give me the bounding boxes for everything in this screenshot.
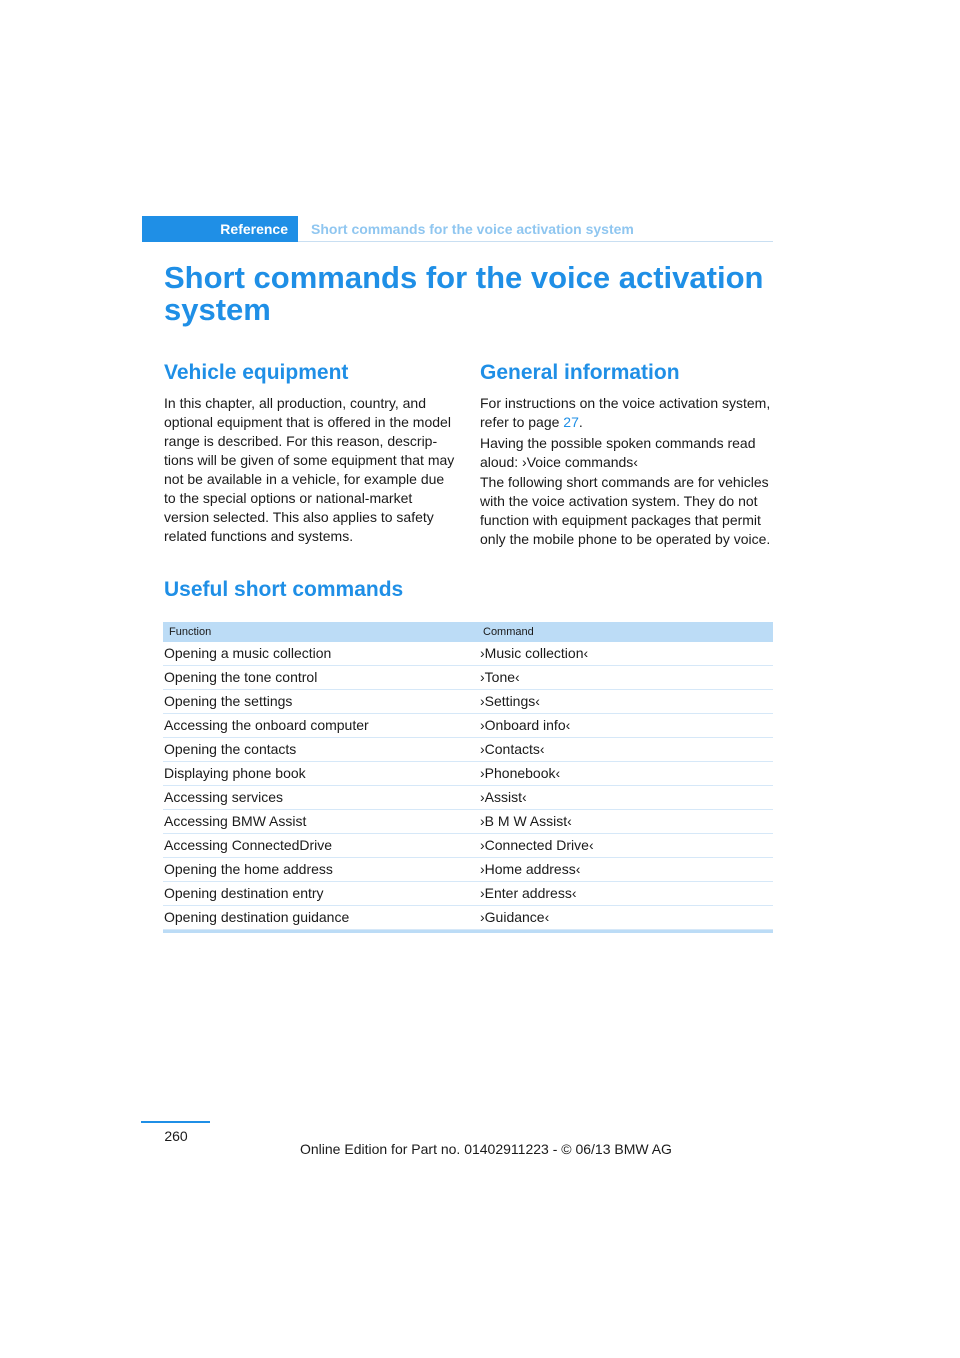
command-cell: ›Assist‹ — [480, 789, 527, 805]
table-row — [163, 690, 773, 714]
general-information-para-1 — [480, 394, 775, 432]
section-tab: Reference — [142, 216, 298, 242]
vehicle-equipment-text: In this chapter, all production, country, and optional equipment that is offered in the model range is described. For this reason, descrip-tions will be given of some equipment that may not be available in a vehicle, for example due to the special options or national-market version selected. This also applies to safety related functions and systems. — [164, 395, 455, 544]
para-text-end: . — [578, 414, 583, 430]
function-cell: Opening destination entry — [164, 885, 324, 901]
table-row — [163, 738, 773, 762]
function-cell: Opening a music collection — [164, 645, 332, 661]
table-row — [163, 762, 773, 786]
vehicle-equipment-heading: Vehicle equipment — [164, 361, 349, 384]
command-cell: ›Phonebook‹ — [480, 765, 561, 781]
function-cell: Accessing services — [164, 789, 284, 805]
function-cell: Opening the tone control — [164, 669, 318, 685]
page-number: 260 — [164, 1128, 188, 1144]
function-cell: Accessing BMW Assist — [164, 813, 307, 829]
general-information-heading: General information — [480, 361, 680, 384]
function-cell: Opening the settings — [164, 693, 293, 709]
command-cell: ›Music collection‹ — [480, 645, 589, 661]
command-cell: ›Contacts‹ — [480, 741, 545, 757]
footer-edition-note: Online Edition for Part no. 01402911223 - © 06/13 BMW AG — [300, 1141, 672, 1157]
function-cell: Accessing ConnectedDrive — [164, 837, 333, 853]
command-cell: ›Enter address‹ — [480, 885, 577, 901]
page-number-rule — [141, 1121, 210, 1123]
command-cell: ›Guidance‹ — [480, 909, 550, 925]
useful-commands-heading: Useful short commands — [164, 578, 404, 601]
function-cell: Accessing the onboard computer — [164, 717, 369, 733]
table-row — [163, 882, 773, 906]
header-divider — [298, 241, 773, 242]
commands-table — [163, 622, 773, 933]
column-function-header: Function — [169, 626, 212, 638]
table-header — [163, 622, 773, 642]
function-cell: Opening the contacts — [164, 741, 297, 757]
table-row — [163, 786, 773, 810]
command-cell: ›Onboard info‹ — [480, 717, 571, 733]
command-cell: ›Tone‹ — [480, 669, 520, 685]
general-information-para-3: The following short commands are for vehicles with the voice activation system. They do not function with equipment packages that permit only the mobile phone to be operated by voice. — [480, 474, 771, 547]
table-row — [163, 858, 773, 882]
function-cell: Displaying phone book — [164, 765, 306, 781]
running-header-title: Short commands for the voice activation system — [311, 221, 634, 237]
command-cell: ›Connected Drive‹ — [480, 837, 594, 853]
command-cell: ›Settings‹ — [480, 693, 540, 709]
table-row — [163, 714, 773, 738]
general-information-para-2: Having the possible spoken commands read aloud: ›Voice commands‹ — [480, 435, 756, 470]
table-row — [163, 666, 773, 690]
running-header — [142, 216, 773, 242]
function-cell: Opening destination guidance — [164, 909, 350, 925]
page-link[interactable]: 27 — [563, 414, 579, 430]
table-row — [163, 810, 773, 834]
command-cell: ›Home address‹ — [480, 861, 581, 877]
column-command-header: Command — [483, 626, 534, 638]
table-row — [163, 642, 773, 666]
table-row — [163, 906, 773, 930]
table-bottom-rule — [163, 930, 773, 933]
table-row — [163, 834, 773, 858]
page-title: Short commands for the voice activation system — [164, 260, 764, 327]
para-text: For instructions on the voice activation system, refer to page — [480, 395, 771, 430]
function-cell: Opening the home address — [164, 861, 333, 877]
command-cell: ›B M W Assist‹ — [480, 813, 572, 829]
